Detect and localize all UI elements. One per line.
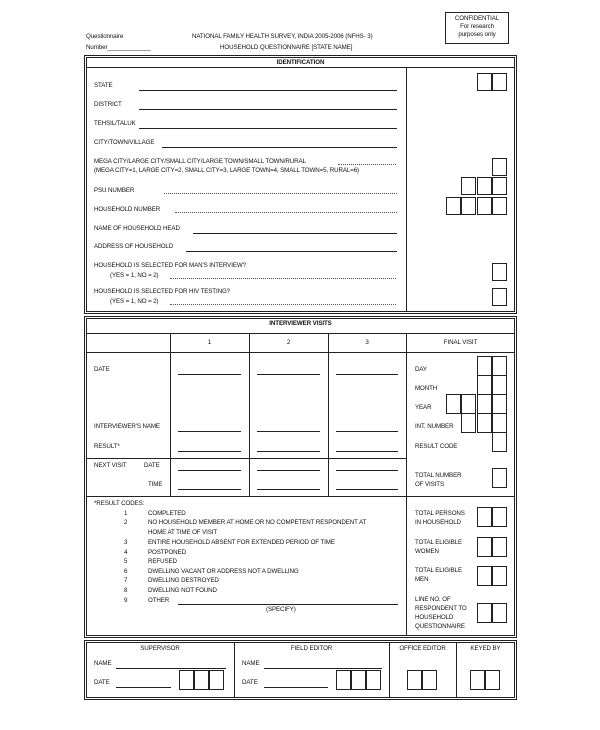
interviewer-visits-title: INTERVIEWER VISITS: [269, 320, 332, 327]
keyed-by-header: KEYED BY: [470, 645, 501, 652]
selected-man-label: HOUSEHOLD IS SELECTED FOR MAN'S INTERVIEW?: [94, 262, 246, 269]
office-editor-code-box[interactable]: [422, 670, 437, 690]
selected-hiv-label: HOUSEHOLD IS SELECTED FOR HIV TESTING?: [94, 288, 231, 295]
selected-hiv-codes: (YES = 1, NO = 2): [110, 298, 159, 305]
final-int-number-box[interactable]: [461, 413, 476, 433]
questionnaire-label: Questionnaire: [86, 33, 124, 40]
result-code-number: 6: [124, 568, 128, 575]
selected-man-box[interactable]: [492, 263, 507, 281]
final-year-box[interactable]: [492, 394, 507, 414]
result-code-number: 3: [124, 539, 128, 546]
result-code-text: DWELLING VACANT OR ADDRESS NOT A DWELLING: [148, 568, 299, 575]
address-label: ADDRESS OF HOUSEHOLD: [94, 243, 174, 250]
questionnaire-number-label: Number_____________: [86, 44, 151, 51]
visit-2-header: 2: [286, 339, 291, 346]
confidential-line3: purposes only: [458, 31, 496, 38]
visit-date-label: DATE: [94, 366, 110, 373]
result-code-text: DWELLING NOT FOUND: [148, 587, 217, 594]
interviewer-name-label: INTERVIEWER'S NAME: [94, 423, 160, 430]
household-number-box[interactable]: [461, 197, 476, 215]
city-label: CITY/TOWN/VILLAGE: [94, 139, 155, 146]
city-field[interactable]: [162, 147, 397, 148]
final-int-number-box[interactable]: [477, 413, 492, 433]
keyed-by-code-box[interactable]: [485, 670, 500, 690]
mega-city-label: MEGA CITY/LARGE CITY/SMALL CITY/LARGE TOWN/SMALL TOWN/RURAL: [94, 158, 306, 165]
final-year-box[interactable]: [477, 394, 492, 414]
supervisor-name-field[interactable]: [116, 668, 226, 669]
psu-label: PSU NUMBER: [94, 187, 135, 194]
visit-3-interviewer-field[interactable]: [336, 431, 398, 432]
visit-3-header: 3: [365, 339, 369, 346]
district-label: DISTRICT: [94, 101, 122, 108]
final-result-code-label: RESULT CODE: [415, 443, 458, 450]
confidential-line2: For research: [460, 23, 494, 30]
total-women-box[interactable]: [492, 537, 507, 557]
final-year-box[interactable]: [446, 394, 461, 414]
supervisor-code-box[interactable]: [209, 670, 224, 690]
total-men-label-1: TOTAL ELIGIBLE: [415, 567, 462, 574]
result-code-text: DWELLING DESTROYED: [148, 577, 219, 584]
psu-code-box[interactable]: [461, 177, 476, 195]
final-day-box[interactable]: [492, 356, 507, 376]
state-field[interactable]: [139, 90, 397, 91]
psu-code-box[interactable]: [492, 177, 507, 195]
field-editor-date-field[interactable]: [264, 687, 328, 688]
final-year-box[interactable]: [461, 394, 476, 414]
result-code-number: 8: [124, 587, 128, 594]
household-head-label: NAME OF HOUSEHOLD HEAD: [94, 225, 180, 232]
office-editor-code-box[interactable]: [407, 670, 422, 690]
total-persons-label-1: TOTAL PERSONS: [415, 510, 465, 517]
specify-label: (SPECIFY): [266, 606, 296, 613]
line-no-label-4: QUESTIONNAIRE: [415, 623, 465, 630]
total-women-label-2: WOMEN: [415, 548, 439, 555]
visit-1-next-date-field[interactable]: [178, 470, 241, 471]
identification-title: IDENTIFICATION: [276, 59, 325, 66]
result-code-number: 9: [124, 597, 128, 604]
keyed-by-code-box[interactable]: [470, 670, 485, 690]
visit-1-result-field[interactable]: [178, 451, 241, 452]
result-code-text: REFUSED: [148, 558, 177, 565]
total-women-box[interactable]: [477, 537, 492, 557]
visit-2-interviewer-field[interactable]: [257, 431, 320, 432]
supervisor-date-label: DATE: [94, 679, 110, 686]
household-number-box[interactable]: [492, 197, 507, 215]
supervisor-code-box[interactable]: [179, 670, 194, 690]
final-month-box[interactable]: [492, 375, 507, 395]
result-codes-heading: *RESULT CODES:: [94, 500, 145, 507]
final-day-label: DAY: [415, 366, 427, 373]
final-day-box[interactable]: [477, 356, 492, 376]
visit-3-result-field[interactable]: [336, 451, 398, 452]
result-code-text: NO HOUSEHOLD MEMBER AT HOME OR NO COMPETENT RESPONDENT AT: [148, 519, 367, 526]
visit-3-next-time-field[interactable]: [336, 489, 398, 490]
psu-code-box[interactable]: [477, 177, 492, 195]
field-editor-code-box[interactable]: [336, 670, 351, 690]
field-editor-header: FIELD EDITOR: [290, 645, 333, 652]
selected-hiv-box[interactable]: [492, 288, 507, 306]
field-editor-code-box[interactable]: [351, 670, 366, 690]
field-editor-name-label: NAME: [242, 660, 260, 667]
visit-2-next-date-field[interactable]: [257, 470, 320, 471]
total-persons-box[interactable]: [492, 507, 507, 527]
result-code-text: COMPLETED: [148, 510, 186, 517]
office-editor-header: OFFICE EDITOR: [399, 645, 446, 652]
next-visit-date-label: DATE: [144, 462, 160, 469]
total-visits-box[interactable]: [492, 468, 507, 488]
line-no-label-1: LINE NO. OF: [415, 596, 451, 603]
household-head-field[interactable]: [193, 233, 397, 234]
total-men-box[interactable]: [477, 566, 492, 586]
visit-2-date-field[interactable]: [257, 374, 320, 375]
form-title: HOUSEHOLD QUESTIONNAIRE [STATE NAME]: [220, 44, 353, 51]
state-code-box[interactable]: [477, 73, 492, 91]
psu-field[interactable]: [164, 193, 397, 194]
visit-1-next-time-field[interactable]: [178, 489, 241, 490]
total-visits-label-2: OF VISITS: [415, 481, 445, 488]
state-code-box[interactable]: [492, 73, 507, 91]
field-editor-name-field[interactable]: [264, 668, 382, 669]
visit-1-header: 1: [207, 339, 212, 346]
result-code-text: HOME AT TIME OF VISIT: [148, 529, 218, 536]
supervisor-date-field[interactable]: [116, 687, 171, 688]
confidential-line1: CONFIDENTIAL: [454, 15, 500, 22]
field-editor-code-box[interactable]: [366, 670, 381, 690]
result-code-number: 2: [124, 519, 128, 526]
total-persons-label-2: IN HOUSEHOLD: [415, 519, 461, 526]
district-field[interactable]: [139, 109, 397, 110]
field-editor-date-label: DATE: [242, 679, 258, 686]
final-month-label: MONTH: [415, 385, 438, 392]
total-visits-label-1: TOTAL NUMBER: [415, 472, 462, 479]
result-code-number: 7: [124, 577, 128, 584]
final-int-number-box[interactable]: [492, 413, 507, 433]
next-visit-label: NEXT VISIT: [94, 462, 127, 469]
visit-2-result-field[interactable]: [257, 451, 320, 452]
other-specify-field[interactable]: [178, 604, 398, 605]
household-number-box[interactable]: [446, 197, 461, 215]
result-code-number: 4: [124, 549, 128, 556]
visit-1-interviewer-field[interactable]: [178, 431, 241, 432]
result-code-number: 5: [124, 558, 128, 565]
tehsil-field[interactable]: [139, 128, 397, 129]
visit-3-date-field[interactable]: [336, 374, 398, 375]
result-code-text: OTHER: [148, 597, 170, 604]
visit-2-next-time-field[interactable]: [257, 489, 320, 490]
total-persons-box[interactable]: [477, 507, 492, 527]
line-no-box[interactable]: [492, 603, 507, 623]
household-number-label: HOUSEHOLD NUMBER: [94, 206, 161, 213]
result-code-text: ENTIRE HOUSEHOLD ABSENT FOR EXTENDED PERIOD OF TIME: [148, 539, 335, 546]
result-code-number: 1: [124, 510, 128, 517]
final-month-box[interactable]: [477, 375, 492, 395]
visit-3-next-date-field[interactable]: [336, 470, 398, 471]
household-number-field[interactable]: [175, 212, 397, 213]
final-year-label: YEAR: [415, 404, 432, 411]
result-code-text: POSTPONED: [148, 549, 186, 556]
total-women-label-1: TOTAL ELIGIBLE: [415, 539, 462, 546]
mega-city-codes: (MEGA CITY=1, LARGE CITY=2, SMALL CITY=3, LARGE TOWN=4, SMALL TOWN=5, RURAL=6): [94, 167, 359, 174]
selected-man-codes: (YES = 1, NO = 2): [110, 272, 159, 279]
mega-city-code-box[interactable]: [492, 158, 507, 176]
line-no-label-2: RESPONDENT TO: [415, 605, 467, 612]
supervisor-name-label: NAME: [94, 660, 112, 667]
line-no-label-3: HOUSEHOLD: [415, 614, 454, 621]
next-visit-time-label: TIME: [148, 481, 163, 488]
address-field[interactable]: [186, 251, 397, 252]
final-visit-header: FINAL VISIT: [443, 339, 478, 346]
state-label: STATE: [94, 82, 113, 89]
total-men-box[interactable]: [492, 566, 507, 586]
confidential-box: [445, 12, 509, 44]
household-number-box[interactable]: [477, 197, 492, 215]
supervisor-header: SUPERVISOR: [140, 645, 180, 652]
supervisor-code-box[interactable]: [194, 670, 209, 690]
result-label: RESULT*: [94, 443, 120, 450]
tehsil-label: TEHSIL/TALUK: [94, 120, 136, 127]
line-no-box[interactable]: [477, 603, 492, 623]
total-men-label-2: MEN: [415, 576, 429, 583]
final-result-code-box[interactable]: [492, 432, 507, 452]
final-int-number-label: INT. NUMBER: [415, 423, 454, 430]
survey-title: NATIONAL FAMILY HEALTH SURVEY, INDIA 2005-2006 (NFHS- 3): [192, 33, 373, 40]
visit-1-date-field[interactable]: [178, 374, 241, 375]
